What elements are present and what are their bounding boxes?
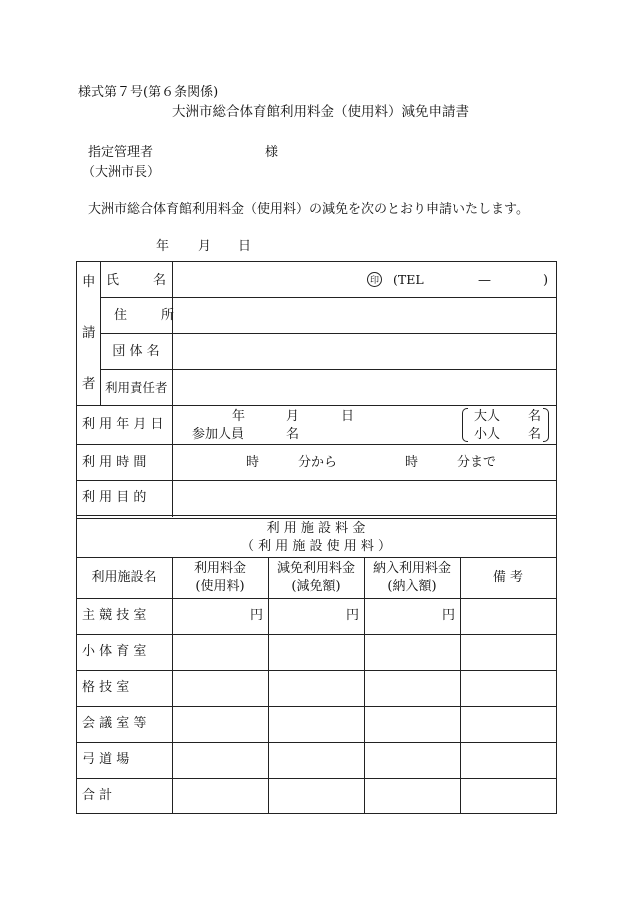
address-label: 住 所 bbox=[114, 308, 174, 323]
facility-martial-arts: 格 技 室 bbox=[82, 680, 130, 695]
left-brace bbox=[462, 408, 468, 442]
addressee-line1: 指定管理者 bbox=[88, 145, 154, 160]
usage-year: 年 bbox=[232, 409, 246, 424]
adult-unit: 名 bbox=[528, 409, 542, 424]
right-brace bbox=[543, 408, 549, 442]
time-start-minute: 分から bbox=[298, 455, 338, 470]
form-number: 様式第７号(第６条関係) bbox=[78, 85, 219, 100]
fee-title: 利 用 施 設 料 金 bbox=[266, 521, 366, 536]
application-statement: 大洲市総合体育館利用料金（使用料）の減免を次のとおり申請いたします。 bbox=[88, 202, 529, 217]
date-day: 日 bbox=[238, 239, 252, 254]
time-start-hour: 時 bbox=[246, 455, 260, 470]
col-remarks: 備 考 bbox=[492, 570, 524, 586]
usage-month: 月 bbox=[286, 409, 300, 424]
seal-mark: 印 bbox=[367, 272, 382, 287]
facility-main-arena: 主 競 技 室 bbox=[82, 608, 147, 623]
facility-small-gym: 小 体 育 室 bbox=[82, 644, 147, 659]
usage-day: 日 bbox=[341, 409, 355, 424]
tel-suffix: ) bbox=[543, 273, 549, 288]
date-month: 月 bbox=[198, 239, 212, 254]
usage-purpose-label: 利 用 目 的 bbox=[82, 490, 147, 505]
organization-input[interactable] bbox=[174, 335, 554, 368]
col-reduced-fee: 減免利用料金 (減免額) bbox=[276, 561, 355, 594]
fee-subtitle: （ 利 用 施 設 使 用 料 ） bbox=[240, 539, 392, 554]
col-fee: 利用料金 (使用料) bbox=[193, 561, 246, 594]
applicant-label-2: 請 bbox=[82, 325, 96, 341]
usage-time-label: 利 用 時 間 bbox=[82, 455, 147, 470]
yen-fee: 円 bbox=[250, 608, 264, 623]
responsible-person-label: 利用責任者 bbox=[105, 380, 168, 395]
child-unit: 名 bbox=[528, 427, 542, 442]
participants-unit: 名 bbox=[286, 427, 300, 442]
yen-reduced: 円 bbox=[346, 608, 360, 623]
applicant-label-1: 申 bbox=[82, 274, 96, 290]
organization-label: 団 体 名 bbox=[112, 344, 160, 359]
adult-label: 大人 bbox=[474, 409, 501, 424]
col-facility-name: 利用施設名 bbox=[91, 570, 157, 586]
child-label: 小人 bbox=[474, 427, 501, 442]
applicant-label-3: 者 bbox=[82, 376, 96, 392]
form-title: 大洲市総合体育館利用料金（使用料）減免申請書 bbox=[172, 104, 469, 120]
addressee-honorific: 様 bbox=[265, 145, 279, 160]
participants-label: 参加人員 bbox=[192, 427, 245, 442]
date-year: 年 bbox=[156, 239, 170, 254]
time-end-hour: 時 bbox=[405, 455, 419, 470]
tel-prefix: (TEL bbox=[393, 272, 424, 287]
tel-dash: — bbox=[478, 273, 491, 288]
address-input[interactable] bbox=[174, 299, 554, 332]
yen-payment: 円 bbox=[442, 608, 456, 623]
facility-meeting-rooms: 会 議 室 等 bbox=[82, 716, 147, 731]
facility-archery-range: 弓 道 場 bbox=[82, 752, 130, 767]
responsible-person-input[interactable] bbox=[174, 371, 554, 404]
addressee-line2: （大洲市長） bbox=[82, 165, 161, 180]
usage-date-label: 利 用 年 月 日 bbox=[82, 417, 164, 432]
time-end-minute: 分まで bbox=[457, 455, 497, 470]
col-payment: 納入利用料金 (納入額) bbox=[372, 561, 451, 594]
facility-total: 合 計 bbox=[82, 788, 113, 803]
usage-purpose-input[interactable] bbox=[174, 482, 554, 514]
name-label: 氏 名 bbox=[106, 273, 166, 288]
